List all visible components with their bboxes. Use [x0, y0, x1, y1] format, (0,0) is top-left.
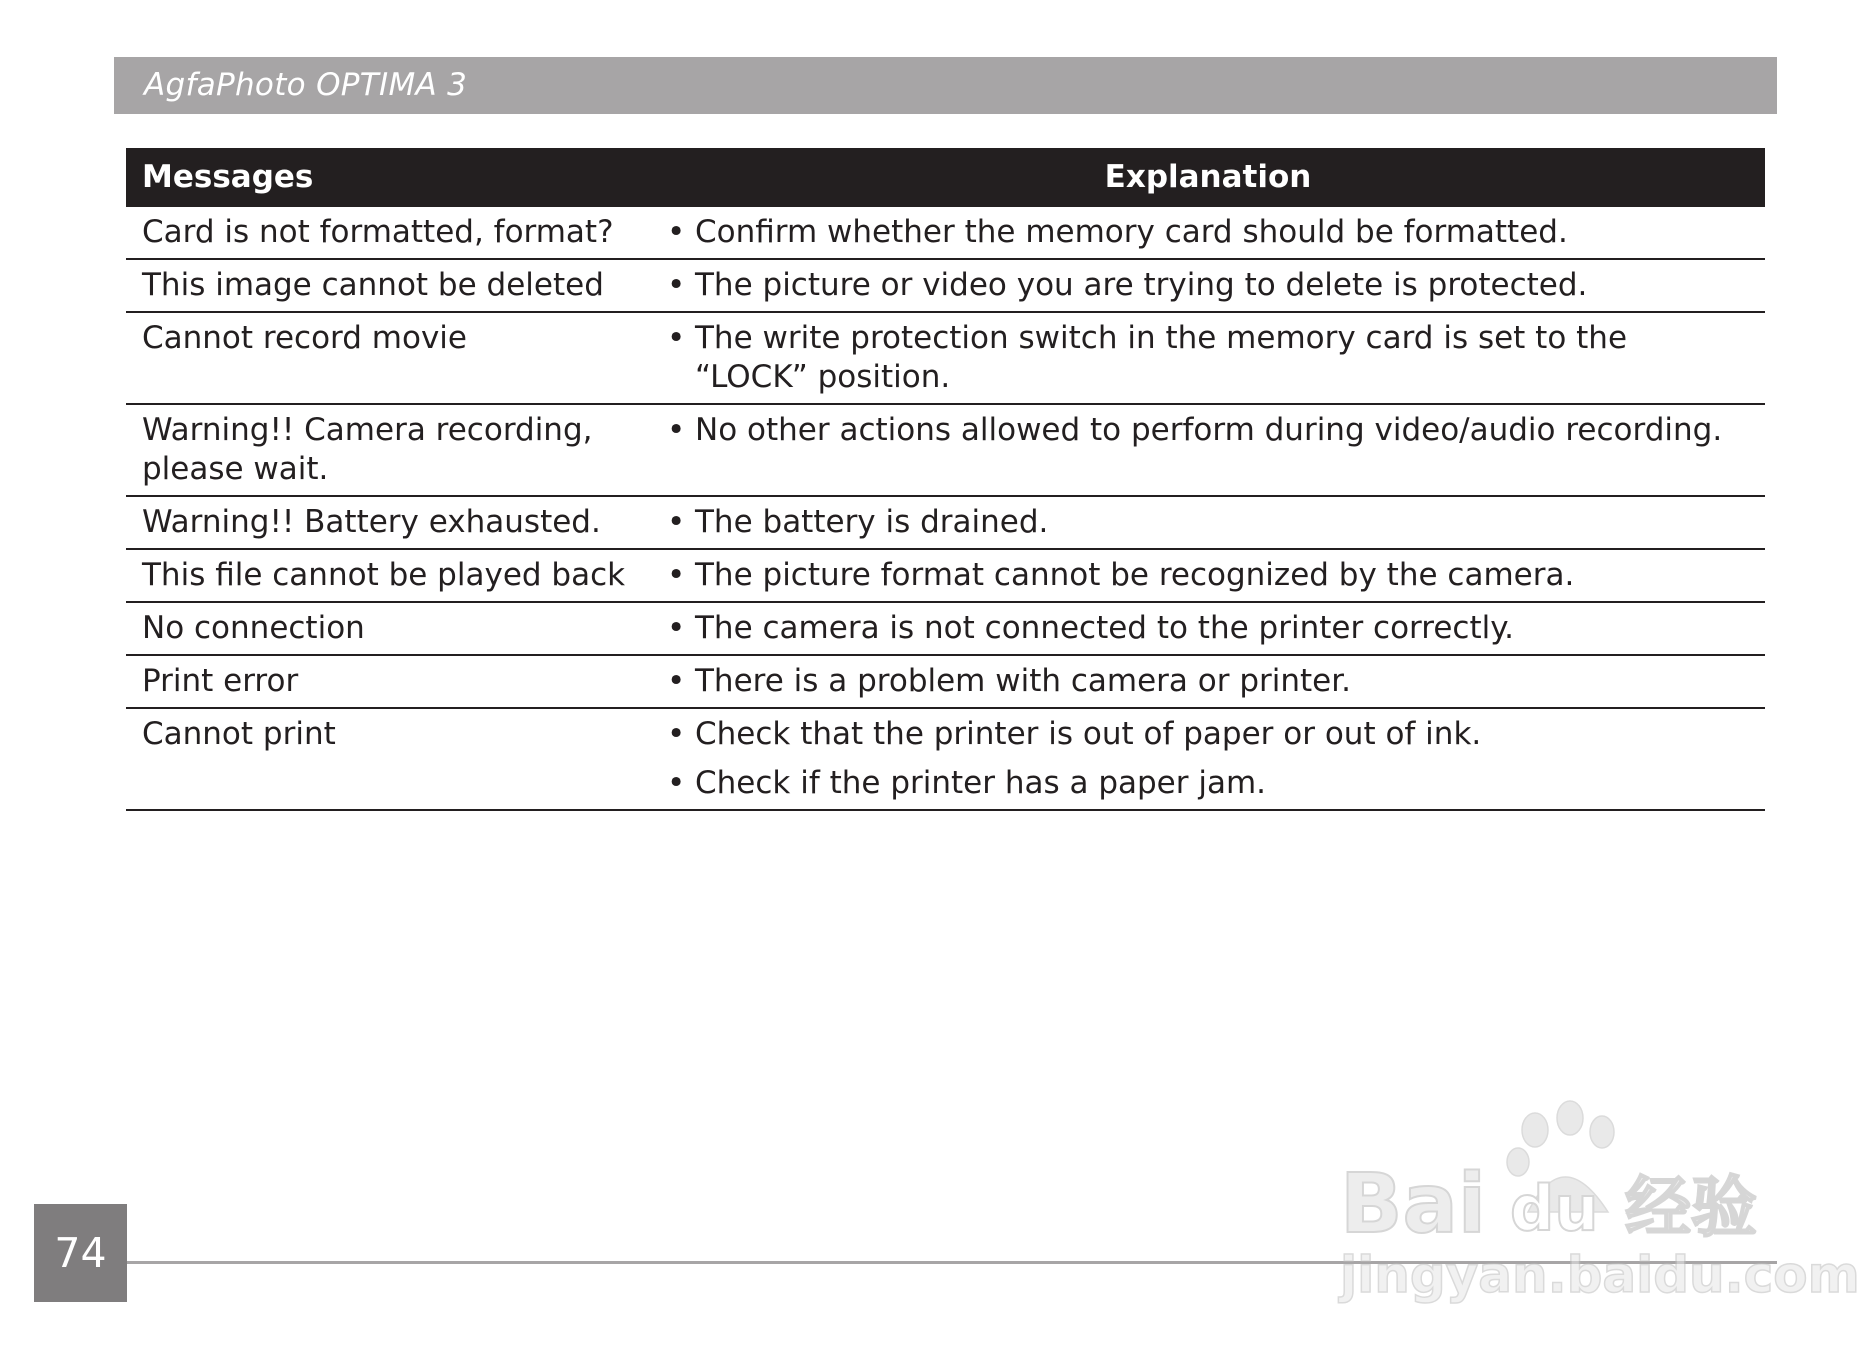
explanation-item: [667, 266, 1749, 305]
table-body: [126, 207, 1765, 810]
table-row: [126, 207, 1765, 259]
message-cell: Card is not formatted, format?: [126, 207, 651, 259]
bullet-icon: •: [667, 214, 686, 250]
explanation-text: There is a problem with camera or printer.: [695, 663, 1351, 699]
explanation-item: [667, 764, 1749, 803]
explanation-item: [667, 556, 1749, 595]
message-cell: Cannot record movie: [126, 312, 651, 404]
table-row: [126, 496, 1765, 549]
header-bar: [114, 57, 1777, 114]
explanation-text: The camera is not connected to the printer correctly.: [695, 610, 1514, 646]
explanation-text: The picture or video you are trying to delete is protected.: [695, 267, 1588, 303]
explanation-text: Check that the printer is out of paper or out of ink.: [695, 716, 1482, 752]
baidu-watermark-logo: [1340, 1092, 1860, 1307]
explanation-cell: [651, 549, 1765, 602]
svg-text:jingyan.baidu.com: jingyan.baidu.com: [1340, 1246, 1860, 1304]
column-header-explanation: Explanation: [651, 148, 1765, 207]
table-row: [126, 655, 1765, 708]
explanation-cell: [651, 496, 1765, 549]
bullet-icon: •: [667, 267, 686, 303]
explanation-item: [667, 662, 1749, 701]
explanation-cell: [651, 602, 1765, 655]
explanation-text: The write protection switch in the memory card is set to the “LOCK” position.: [695, 320, 1628, 395]
bullet-icon: •: [667, 557, 686, 593]
explanation-item: [667, 503, 1749, 542]
bullet-icon: •: [667, 412, 686, 448]
explanation-text: The picture format cannot be recognized by the camera.: [695, 557, 1575, 593]
message-cell: Cannot print: [126, 708, 651, 810]
explanation-cell: [651, 708, 1765, 810]
column-header-messages: Messages: [126, 148, 651, 207]
message-cell: This file cannot be played back: [126, 549, 651, 602]
explanation-item: [667, 411, 1749, 450]
bullet-icon: •: [667, 610, 686, 646]
explanation-cell: [651, 259, 1765, 312]
explanation-cell: [651, 404, 1765, 496]
table-row: [126, 549, 1765, 602]
explanation-text: The battery is drained.: [695, 504, 1049, 540]
svg-text:du: du: [1510, 1172, 1599, 1245]
table-row: [126, 404, 1765, 496]
message-cell: Warning!! Camera recording, please wait.: [126, 404, 651, 496]
explanation-text: No other actions allowed to perform during video/audio recording.: [695, 412, 1723, 448]
explanation-cell: [651, 655, 1765, 708]
message-cell: This image cannot be deleted: [126, 259, 651, 312]
message-cell: No connection: [126, 602, 651, 655]
messages-table: [126, 148, 1765, 811]
svg-text:Bai: Bai: [1340, 1157, 1486, 1252]
bullet-icon: •: [667, 320, 686, 356]
explanation-item: [667, 715, 1749, 754]
explanation-item: [667, 213, 1749, 252]
explanation-text: Check if the printer has a paper jam.: [695, 765, 1267, 801]
svg-text:经验: 经验: [1625, 1169, 1757, 1246]
explanation-item: [667, 319, 1749, 397]
bullet-icon: •: [667, 765, 686, 801]
explanation-cell: [651, 312, 1765, 404]
table-row: [126, 259, 1765, 312]
table-row: [126, 602, 1765, 655]
explanation-text: Confirm whether the memory card should be formatted.: [695, 214, 1568, 250]
page-number: 74: [54, 1229, 107, 1277]
page-number-box: [34, 1204, 127, 1302]
bullet-icon: •: [667, 663, 686, 699]
bullet-icon: •: [667, 504, 686, 540]
message-cell: Warning!! Battery exhausted.: [126, 496, 651, 549]
explanation-item: [667, 609, 1749, 648]
table-row: [126, 708, 1765, 810]
document-title: AgfaPhoto OPTIMA 3: [144, 67, 468, 103]
bullet-icon: •: [667, 716, 686, 752]
message-cell: Print error: [126, 655, 651, 708]
table-row: [126, 312, 1765, 404]
explanation-cell: [651, 207, 1765, 259]
table-header-row: [126, 148, 1765, 207]
